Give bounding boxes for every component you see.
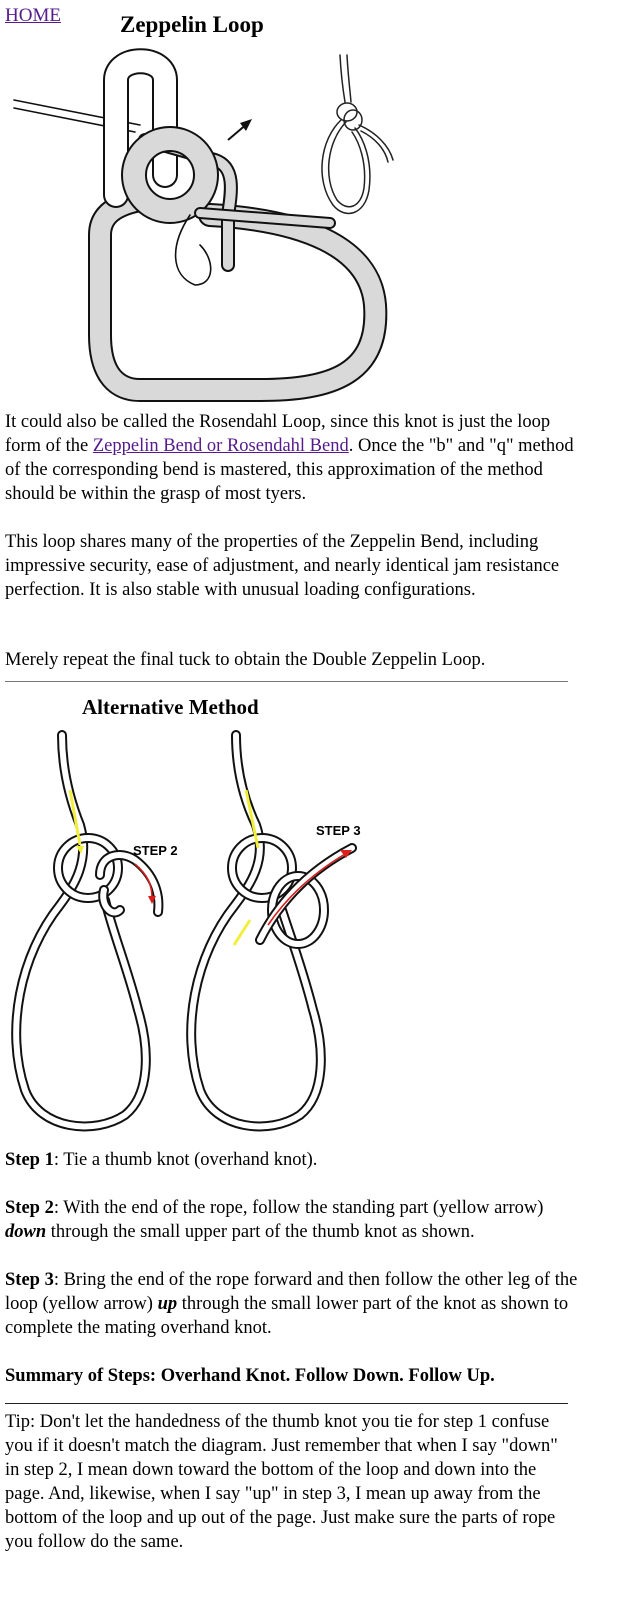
- divider: [5, 681, 568, 682]
- step-3-text: Step 3: Bring the end of the rope forward and then follow the other leg of the loop (yellow arrow) up through the small lower part of the knot as shown to complete the mating overhand knot.: [5, 1270, 578, 1338]
- zeppelin-bend-link[interactable]: Zeppelin Bend or Rosendahl Bend: [92, 436, 349, 456]
- intro-paragraph-1: It could also be called the Rosendahl Loop, since this knot is just the loop form of the Zeppelin Bend or Rosendahl Bend. Once the "b" and "q" method of the corresponding bend is mastered, this approximation of the method should be within the grasp of most tyers.: [5, 412, 574, 504]
- divider-underline: [5, 1403, 568, 1404]
- alternative-method-heading: Alternative Method: [82, 695, 259, 719]
- step-1-text: Step 1: Tie a thumb knot (overhand knot).: [5, 1150, 318, 1170]
- intro-paragraph-2: This loop shares many of the properties of the Zeppelin Bend, including impressive security, ease of adjustment, and nearly identical jam resistance perfection. It is also stable with unusual loading configurations.: [5, 532, 560, 600]
- step-2-label: STEP 2: [133, 843, 178, 858]
- home-link[interactable]: HOME: [5, 5, 61, 26]
- intro-paragraph-3: Merely repeat the final tuck to obtain the Double Zeppelin Loop.: [5, 650, 486, 670]
- page-title: Zeppelin Loop: [120, 12, 264, 37]
- alternative-method-diagram: [0, 730, 420, 1145]
- summary-of-steps: Summary of Steps: Overhand Knot. Follow Down. Follow Up.: [5, 1366, 495, 1386]
- tip-paragraph: Tip: Don't let the handedness of the thumb knot you tie for step 1 confuse you if it doesn't match the diagram. Just remember that when I say "down" in step 2, I mean down toward the bottom of the loop and down into the page. And, likewise, when I say "up" in step 3, I mean up away from the bottom of the loop and up out of the page. Just make sure the parts of rope you follow do the same.: [5, 1412, 558, 1552]
- step-2-text: Step 2: With the end of the rope, follow the standing part (yellow arrow) down through the small upper part of the thumb knot as shown.: [5, 1198, 544, 1242]
- finished-loop-diagram: [305, 50, 415, 220]
- step-3-label: STEP 3: [316, 823, 361, 838]
